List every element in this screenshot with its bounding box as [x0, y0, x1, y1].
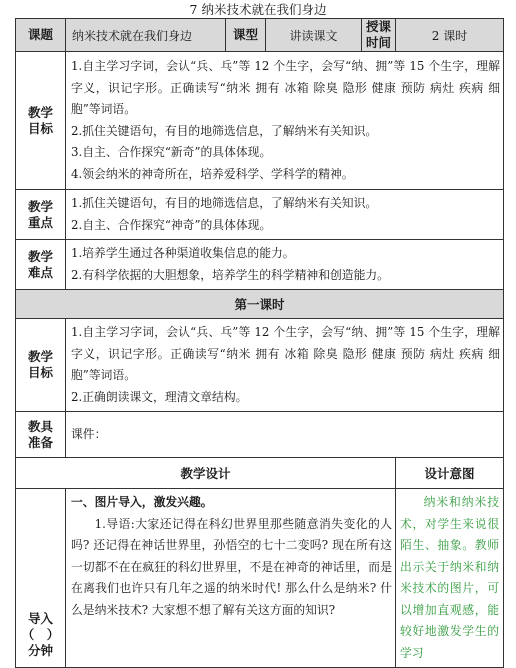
difficulties-label-line-2: 难点 [27, 264, 53, 280]
goals-content [66, 52, 504, 190]
goal-item: 3.自主、合作探究“新奇”的具体体现。 [71, 145, 272, 159]
difficulty-item: 1.培养学生通过各种渠道收集信息的能力。 [71, 246, 295, 260]
key-points-content [66, 190, 504, 240]
difficulties-row [16, 240, 504, 290]
goals-label-line-2: 目标 [27, 120, 53, 136]
stage-label [16, 489, 66, 668]
intent-text: 纳米和纳米技术，对学生来说很陌生、抽象。教师出示关于纳米和纳米技术的图片，可以增加直观感，能较好地激发学生的学习 [396, 489, 504, 668]
design-header-row [16, 458, 504, 489]
lesson-plan-table [15, 18, 504, 668]
tools-value: 课件： [66, 412, 504, 458]
first-lesson-goals-label-line-1: 教学 [27, 349, 53, 364]
key-point-item: 1.抓住关键语句，有目的地筛选信息，了解纳米有关知识。 [71, 196, 378, 210]
first-lesson-title: 第一课时 [16, 290, 504, 319]
first-lesson-row [16, 290, 504, 319]
goals-row [16, 52, 504, 190]
key-points-label-line-1: 教学 [27, 198, 53, 214]
tools-label [16, 412, 66, 458]
step-title: 一、图片导入，激发兴趣。 [71, 495, 213, 509]
type-value: 讲读课文 [266, 19, 362, 52]
difficulties-label [16, 240, 66, 290]
first-lesson-goals-row [16, 319, 504, 412]
first-lesson-goals-label-line-2: 目标 [27, 365, 53, 380]
time-label [362, 19, 396, 52]
tools-row [16, 412, 504, 458]
intro-stage-content [66, 489, 396, 668]
tools-label-line-1: 教具 [27, 418, 53, 434]
time-value: 2 课时 [396, 19, 504, 52]
first-lesson-goal-item: 1.自主学习字词，会认“兵、乓”等 12 个生字，会写“纳、拥”等 15 个生字，理解字义，识记字形。正确读写“纳米 拥有 冰箱 除臭 隐形 健康 预防 病灶 疾病 细胞”等词语。 [71, 325, 500, 382]
time-label-line-2: 时间 [365, 35, 391, 50]
intro-stage-row [16, 489, 504, 668]
intent-header: 设计意图 [396, 458, 504, 489]
key-points-label-line-2: 重点 [27, 214, 53, 230]
first-lesson-goals-content [66, 319, 504, 412]
subject-value: 纳米技术就在我们身边 [66, 19, 226, 52]
tools-label-line-2: 准备 [27, 434, 53, 450]
step-text: 1.导语:大家还记得在科幻世界里那些随意消失变化的人吗? 还记得在神话世界里，孙悟空的七十二变吗? 现在所有这一切都不在在疯狂的科幻世界里，不是在神奇的神话里，而是在离我们也许只有几年之遥的纳米时代! 那么什么是纳米? 什么是纳米技术? 大家想不想了解有关这方面的知识? [71, 516, 392, 617]
design-header: 教学设计 [16, 458, 396, 489]
goal-item: 1.自主学习字词，会认“兵、乓”等 12 个生字，会写“纳、拥”等 15 个生字，理解字义，识记字形。正确读写“纳米 拥有 冰箱 除臭 隐形 健康 预防 病灶 疾病 细胞”等词语。 [71, 59, 500, 116]
key-points-row [16, 190, 504, 240]
goals-label-line-1: 教学 [27, 104, 53, 120]
first-lesson-goal-item: 2.正确朗读课文，理清文章结构。 [71, 389, 248, 404]
stage-label-line-1: 导入 [27, 611, 53, 626]
subject-label: 课题 [16, 19, 66, 52]
key-points-label [16, 190, 66, 240]
difficulties-content [66, 240, 504, 290]
goal-item: 4.领会纳米的神奇所在，培养爱科学、学科学的精神。 [71, 166, 354, 181]
type-label: 课型 [226, 19, 266, 52]
header-row [16, 19, 504, 52]
time-label-line-1: 授课 [365, 19, 391, 34]
stage-label-line-2: （ ） [21, 627, 60, 642]
document-title: 7 纳米技术就在我们身边 [189, 2, 327, 17]
key-point-item: 2.自主、合作探究“神奇”的具体体现。 [71, 217, 272, 232]
difficulties-label-line-1: 教学 [27, 248, 53, 264]
first-lesson-goals-label [16, 319, 66, 412]
goals-label [16, 52, 66, 190]
goal-item: 2.抓住关键语句，有目的地筛选信息，了解纳米有关知识。 [71, 123, 378, 138]
difficulty-item: 2.有科学依据的大胆想象，培养学生的科学精神和创造能力。 [71, 267, 389, 282]
stage-label-line-3: 分钟 [27, 643, 53, 658]
